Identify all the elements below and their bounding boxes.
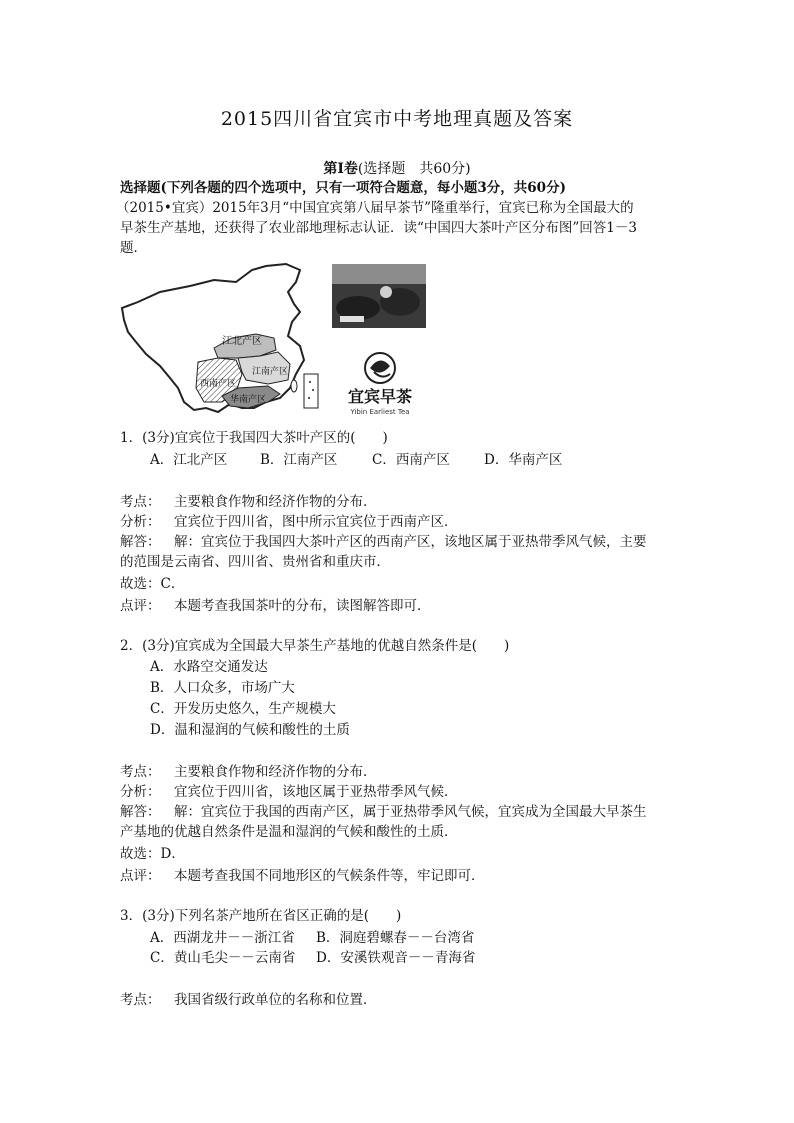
south-sea-inset: [304, 374, 318, 408]
q2-dianping: 点评： 本题考查我国不同地形区的气候条件等，牢记即可．: [120, 868, 485, 884]
q1-dianping: 点评： 本题考查我国茶叶的分布，读图解答即可．: [120, 598, 431, 614]
intro-line-1: （2015•宜宾）2015年3月“中国宜宾第八届早茶节”隆重举行，宜宾已称为全国最大的: [116, 200, 634, 216]
q3-option-a: A．西湖龙井－－浙江省: [150, 930, 295, 946]
q1-answer: 故选：C．: [120, 576, 185, 592]
q2-jieda: 解答： 解：宜宾位于我国的西南产区，属于亚热带季风气候，宜宾成为全国最大早茶生: [120, 804, 647, 820]
q3-kaodian: 考点： 我国省级行政单位的名称和位置．: [120, 992, 377, 1008]
q1-option-a: A．江北产区: [150, 452, 228, 468]
label-jiangnan: 江南产区: [252, 367, 289, 377]
q2-option-d: D．温和湿润的气候和酸性的土质: [150, 722, 350, 738]
q1-kaodian: 考点： 主要粮食作物和经济作物的分布．: [120, 494, 377, 510]
q1-stem: 1．(3分)宜宾位于我国四大茶叶产区的( ): [120, 430, 388, 446]
q2-answer: 故选：D．: [120, 846, 185, 862]
q3-options-row-1: [150, 928, 474, 948]
page-title: 2015四川省宜宾市中考地理真题及答案: [220, 108, 574, 130]
q3-stem: 3．(3分)下列名茶产地所在省区正确的是( ): [120, 908, 402, 924]
tea-region-figure: [118, 262, 428, 422]
section-heading: [0, 158, 794, 178]
q2-option-c: C．开发历史悠久，生产规模大: [150, 701, 336, 717]
yibin-tea-logo: [348, 353, 412, 416]
label-xinan: 西南产区: [200, 379, 237, 389]
q1-option-c: C．西南产区: [372, 452, 450, 468]
q1-jieda: 解答： 解：宜宾位于我国四大茶叶产区的西南产区，该地区属于亚热带季风气候，主要: [120, 534, 647, 550]
q3-option-b: B．洞庭碧螺春－－台湾省: [316, 930, 475, 946]
label-huanan: 华南产区: [230, 395, 267, 405]
q3-option-d: D．安溪铁观音－－青海省: [316, 950, 476, 966]
q2-option-a: A．水路空交通发达: [150, 659, 268, 675]
q1-option-b: B．江南产区: [260, 452, 338, 468]
q2-option-b: B．人口众多，市场广大: [150, 680, 295, 696]
q2-jieda-cont: 产基地的优越自然条件是温和湿润的气候和酸性的土质．: [120, 824, 458, 840]
label-jiangbei: 江北产区: [222, 336, 262, 347]
section-title: 第Ⅰ卷: [323, 161, 358, 177]
q1-fenxi: 分析： 宜宾位于四川省，图中所示宜宾位于西南产区．: [120, 514, 458, 530]
q2-fenxi: 分析： 宜宾位于四川省，该地区属于亚热带季风气候．: [120, 784, 458, 800]
q2-kaodian: 考点： 主要粮食作物和经济作物的分布．: [120, 764, 377, 780]
q1-jieda-cont: 的范围是云南省、四川省、贵州省和重庆市．: [120, 554, 390, 570]
q2-stem: 2．(3分)宜宾成为全国最大早茶生产基地的优越自然条件是( ): [120, 638, 510, 654]
section-subtitle: (选择题 共60分): [357, 161, 471, 177]
q1-options: [150, 450, 562, 470]
instruction: 选择题(下列各题的四个选项中，只有一项符合题意，每小题3分，共60分): [120, 180, 566, 196]
q3-option-c: C．黄山毛尖－－云南省: [150, 950, 296, 966]
q1-option-d: D．华南产区: [484, 452, 563, 468]
logo-text: 宜宾早茶: [347, 387, 413, 406]
intro-line-2: 早茶生产基地，还获得了农业部地理标志认证．读“中国四大茶叶产区分布图”回答1－3: [120, 220, 637, 236]
q3-options-row-2: [150, 948, 475, 968]
intro-line-3: 题．: [120, 240, 147, 256]
logo-subtext: Yibin Earliest Tea: [350, 408, 410, 416]
tea-field-photo: [332, 264, 426, 328]
